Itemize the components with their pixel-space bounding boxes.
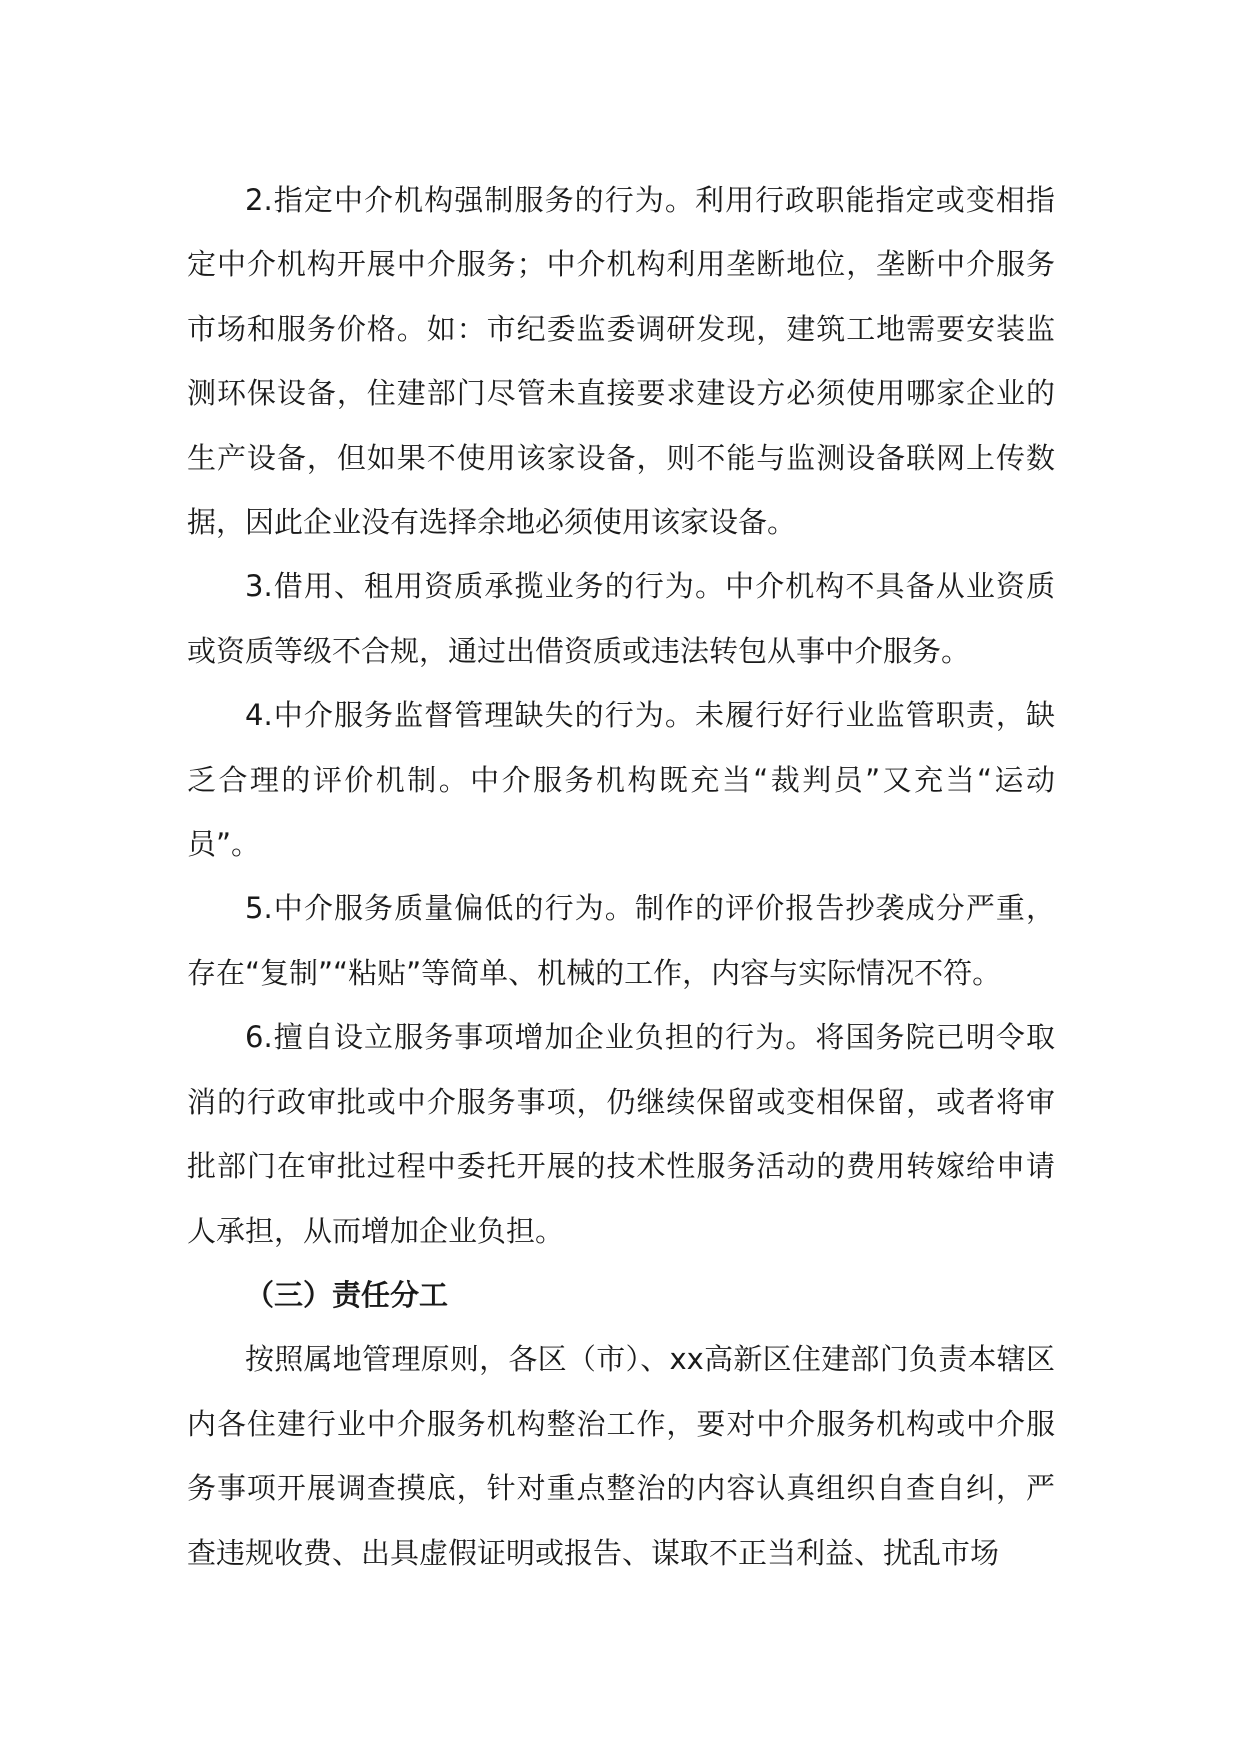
paragraph-item-2: 2.指定中介机构强制服务的行为。利用行政职能指定或变相指定中介机构开展中介服务；中介机构利用垄断地位，垄断中介服务市场和服务价格。如：市纪委监委调研发现，建筑工地需要安装监测环保设备，住建部门尽管未直接要求建设方必须使用哪家企业的生产设备，但如果不使用该家设备，则不能与监测设备联网上传数据，因此企业没有选择余地必须使用该家设备。 (187, 183, 1055, 540)
paragraph-item-3: 3.借用、租用资质承揽业务的行为。中介机构不具备从业资质或资质等级不合规，通过出借资质或违法转包从事中介服务。 (187, 569, 1055, 668)
section-heading: （三）责任分工 (245, 1277, 449, 1312)
paragraph-item-6: 6.擅自设立服务事项增加企业负担的行为。将国务院已明令取消的行政审批或中介服务事项，仍继续保留或变相保留，或者将审批部门在审批过程中委托开展的技术性服务活动的费用转嫁给申请人承担，从而增加企业负担。 (187, 1020, 1055, 1248)
paragraph-item-5: 5.中介服务质量偏低的行为。制作的评价报告抄袭成分严重，存在“复制”“粘贴”等简单、机械的工作，内容与实际情况不符。 (187, 891, 1055, 990)
paragraph-item-4: 4.中介服务监督管理缺失的行为。未履行好行业监管职责，缺乏合理的评价机制。中介服务机构既充当“裁判员”又充当“运动员”。 (187, 698, 1055, 862)
document-body (187, 168, 1055, 1585)
section-paragraph: 按照属地管理原则，各区（市）、xx高新区住建部门负责本辖区内各住建行业中介服务机构整治工作，要对中介服务机构或中介服务事项开展调查摸底，针对重点整治的内容认真组织自查自纠，严查违规收费、出具虚假证明或报告、谋取不正当利益、扰乱市场 (187, 1342, 1055, 1570)
